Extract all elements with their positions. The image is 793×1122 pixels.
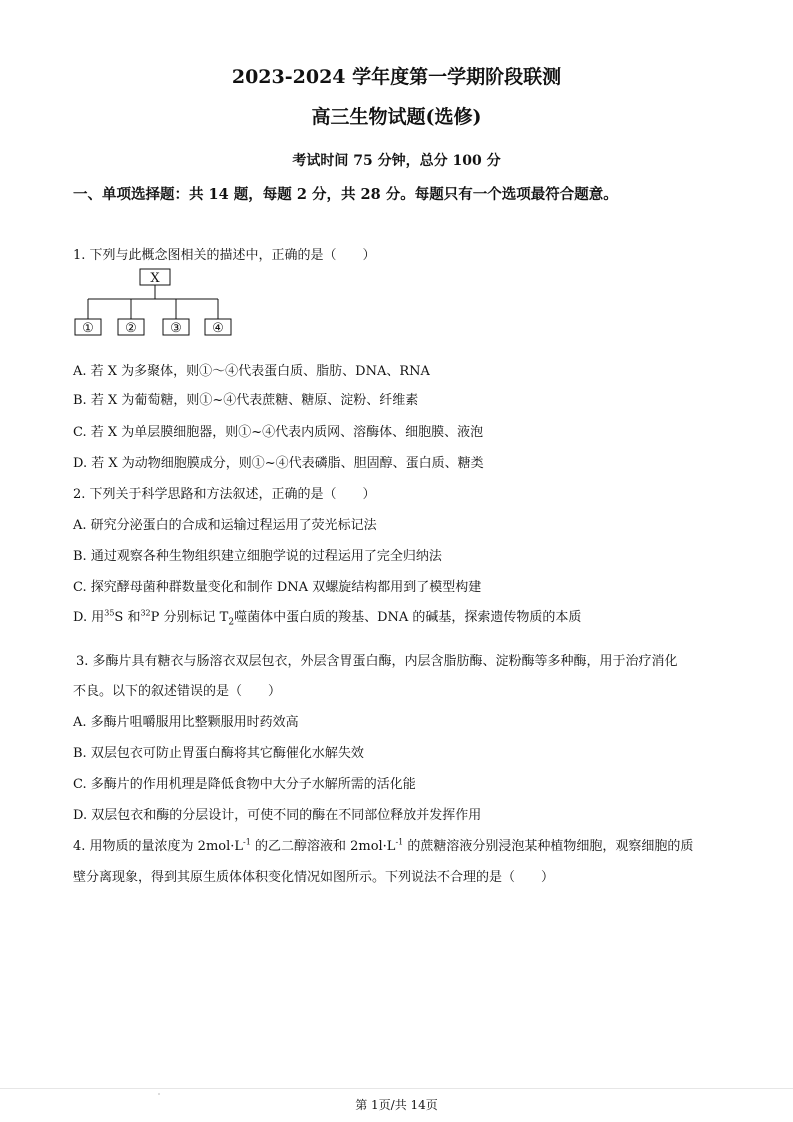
question-1-option-b: B. 若 X 为葡萄糖，则①~④代表蔗糖、糖原、淀粉、纤维素 xyxy=(73,393,419,408)
text: S xyxy=(114,610,124,625)
question-2-option-c: C. 探究酵母菌种群数量变化和制作 DNA 双螺旋结构都用到了模型构建 xyxy=(73,580,482,595)
concept-child-2: ② xyxy=(125,321,137,336)
exam-title: 2023-2024 学年度第一学期阶段联测 xyxy=(231,66,562,88)
text: 4. 用物质的量浓度为 2mol·L xyxy=(73,839,244,854)
superscript: -1 xyxy=(243,837,251,847)
concept-child-4: ④ xyxy=(212,321,224,336)
exam-subtitle: 高三生物试题(选修) xyxy=(311,106,482,128)
footer-divider xyxy=(0,1088,793,1089)
question-3-option-a: A. 多酶片咀嚼服用比整颗服用时药效高 xyxy=(73,715,299,730)
isotope-mass: 32 xyxy=(140,608,151,618)
question-1-option-c: C. 若 X 为单层膜细胞器，则①~④代表内质网、溶酶体、细胞膜、液泡 xyxy=(73,425,484,440)
text: D. 用 xyxy=(73,610,105,625)
concept-child-3: ③ xyxy=(170,321,182,336)
text: 的乙二醇溶液和 2mol·L xyxy=(250,839,396,854)
question-2-option-b: B. 通过观察各种生物组织建立细胞学说的过程运用了完全归纳法 xyxy=(73,549,442,564)
question-3-stem-line-2: 不良。以下的叙述错误的是（ ） xyxy=(73,684,282,699)
question-1-option-a: A. 若 X 为多聚体，则①～④代表蛋白质、脂肪、DNA、RNA xyxy=(73,364,430,379)
question-3-option-d: D. 双层包衣和酶的分层设计，可使不同的酶在不同部位释放并发挥作用 xyxy=(73,808,482,823)
concept-root-label: X xyxy=(150,271,160,286)
superscript: -1 xyxy=(395,837,404,847)
concept-child-1: ① xyxy=(82,321,94,336)
isotope-mass: 35 xyxy=(104,608,115,618)
question-1-stem: 1. 下列与此概念图相关的描述中，正确的是（ ） xyxy=(73,248,376,263)
subscript: 2 xyxy=(228,617,235,628)
text: 噬菌体中蛋白质的羧基、DNA 的碱基，探索遗传物质的本质 xyxy=(234,610,582,625)
text: 和 xyxy=(123,610,141,625)
question-1-option-d: D. 若 X 为动物细胞膜成分，则①~④代表磷脂、胆固醇、蛋白质、糖类 xyxy=(73,456,484,471)
question-4-stem-line-2: 壁分离现象，得到其原生质体体积变化情况如图所示。下列说法不合理的是（ ） xyxy=(73,870,555,885)
concept-diagram xyxy=(70,268,240,340)
section-heading: 一、单项选择题：共 14 题，每题 2 分，共 28 分。每题只有一个选项最符合题意。 xyxy=(73,186,618,203)
text: 分别标记 T xyxy=(159,610,229,625)
question-2-option-d xyxy=(73,606,581,628)
scan-dot xyxy=(158,1093,160,1095)
page-number: 第 1页/共 14页 xyxy=(355,1098,438,1112)
exam-info: 考试时间 75 分钟，总分 100 分 xyxy=(292,153,501,169)
question-3-option-c: C. 多酶片的作用机理是降低食物中大分子水解所需的活化能 xyxy=(73,777,416,792)
question-2-option-a: A. 研究分泌蛋白的合成和运输过程运用了荧光标记法 xyxy=(73,518,377,533)
question-2-stem: 2. 下列关于科学思路和方法叙述，正确的是（ ） xyxy=(73,487,376,502)
text: 的蔗糖溶液分别浸泡某种植物细胞，观察细胞的质 xyxy=(403,839,694,854)
question-3-stem-line-1: 3. 多酶片具有糖衣与肠溶衣双层包衣，外层含胃蛋白酶，内层含脂肪酶、淀粉酶等多种酶，用于治疗消化 xyxy=(76,654,678,669)
text: P xyxy=(150,610,160,625)
question-4-stem-line-1 xyxy=(73,835,693,854)
question-3-option-b: B. 双层包衣可防止胃蛋白酶将其它酶催化水解失效 xyxy=(73,746,364,761)
